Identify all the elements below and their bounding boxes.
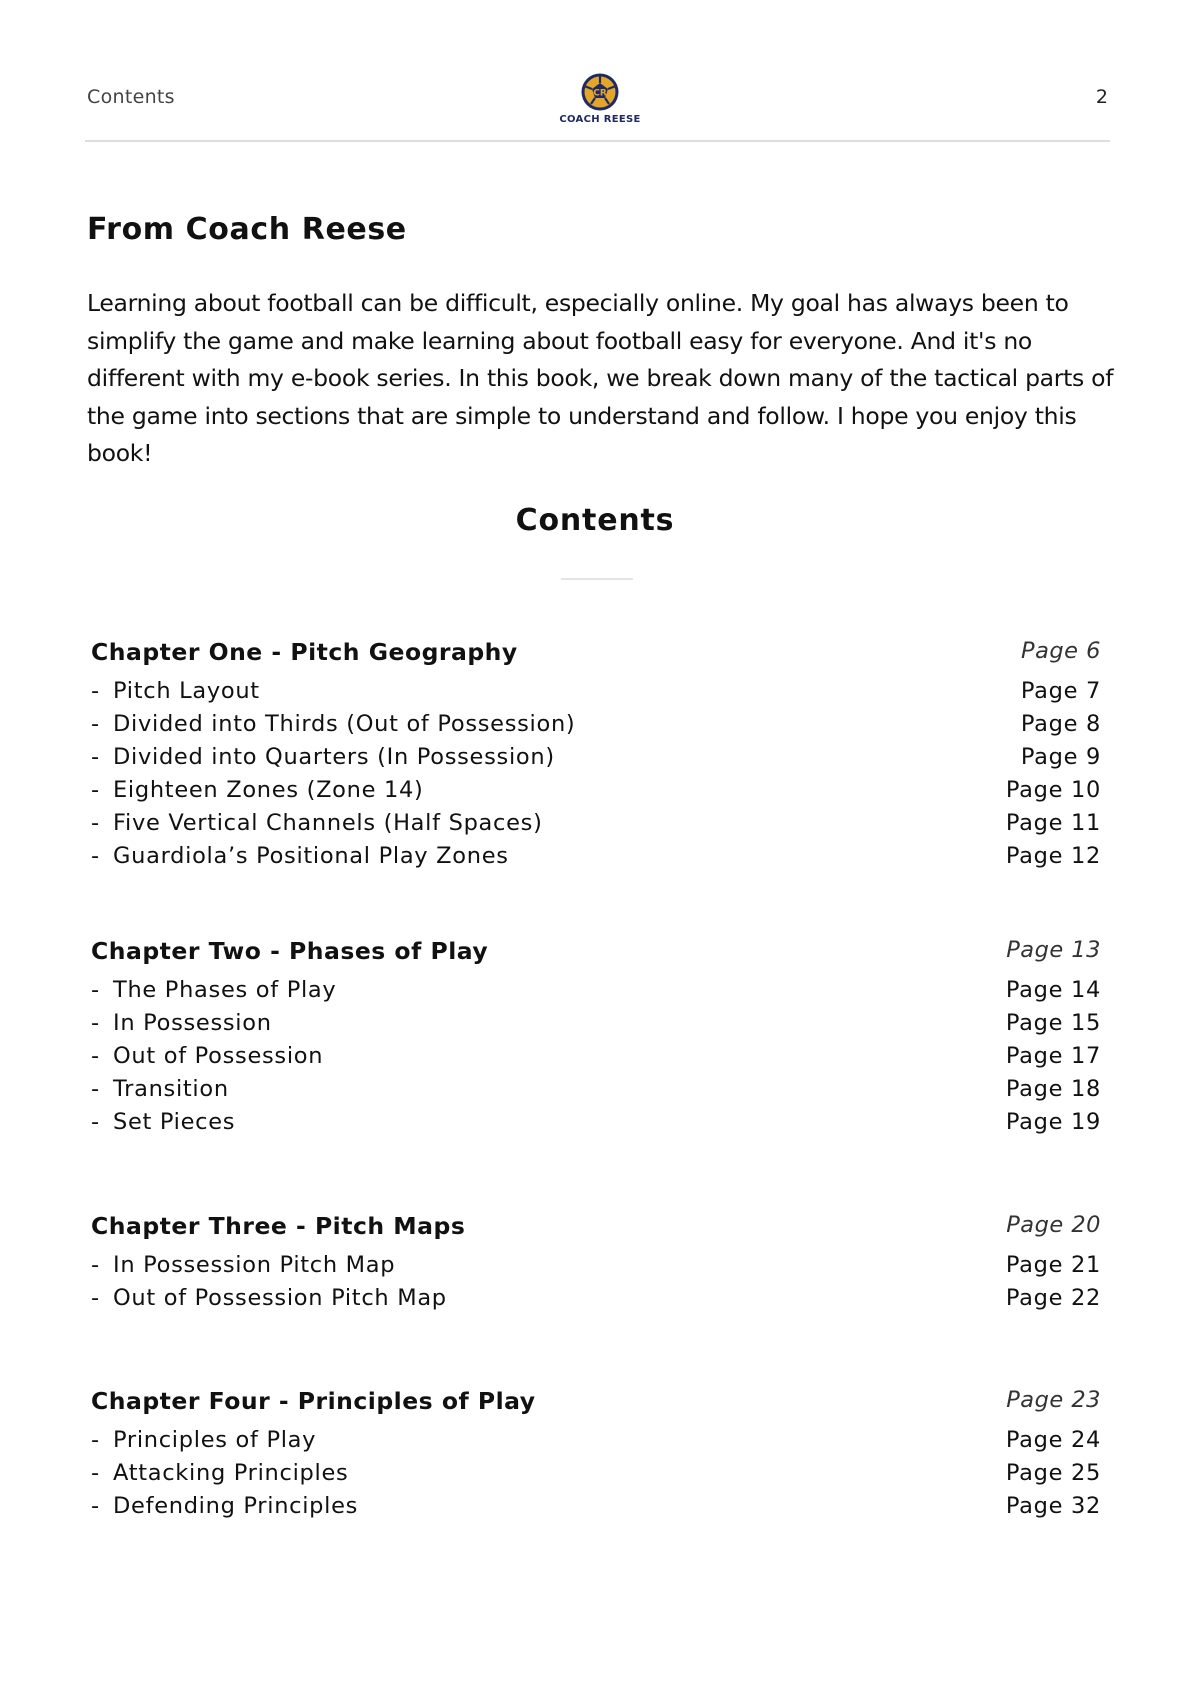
item-dash: - — [91, 1043, 100, 1069]
item-dash: - — [91, 1427, 100, 1453]
item-dash: - — [91, 777, 100, 803]
page-number: 2 — [1095, 86, 1108, 108]
toc-item-label[interactable]: Attacking Principles — [113, 1460, 349, 1486]
chapter-heading-row[interactable] — [91, 937, 1101, 967]
toc-item-label[interactable]: Guardiola’s Positional Play Zones — [113, 843, 509, 869]
football-logo-icon — [555, 72, 645, 116]
intro-paragraph: Learning about football can be difficult, especially online. My goal has always been to simplify the game and make learning about football easy for everyone. And it's no different with my e-book series. In this book, we break down many of the tactical parts of the game into sections that are simple to understand and follow. I hope you enjoy this book! — [87, 289, 1114, 467]
toc-item-page: Page 12 — [1005, 843, 1101, 869]
chapter-page-ref: Page 20 — [1006, 1212, 1101, 1238]
toc-item-page: Page 11 — [1005, 810, 1101, 836]
contents-title: Contents — [515, 503, 675, 538]
toc-item[interactable] — [91, 1043, 1101, 1076]
toc-item[interactable] — [91, 678, 1101, 711]
toc-item-label[interactable]: Transition — [113, 1076, 229, 1102]
toc-item-page: Page 10 — [1005, 777, 1101, 803]
chapter-items-list — [91, 1252, 1101, 1318]
chapter-section — [91, 1212, 1101, 1311]
toc-item-label[interactable]: Divided into Thirds (Out of Possession) — [113, 711, 576, 737]
toc-item[interactable] — [91, 777, 1101, 810]
item-dash: - — [91, 1109, 100, 1135]
toc-item-label[interactable]: Eighteen Zones (Zone 14) — [113, 777, 424, 803]
toc-item[interactable] — [91, 711, 1101, 744]
toc-item-page: Page 32 — [1005, 1493, 1101, 1519]
logo-monogram: CR — [593, 88, 607, 99]
item-dash: - — [91, 1010, 100, 1036]
toc-item-label[interactable]: Principles of Play — [113, 1427, 317, 1453]
toc-item-label[interactable]: Divided into Quarters (In Possession) — [113, 744, 555, 770]
chapter-items-list — [91, 678, 1101, 876]
toc-item-page: Page 22 — [1005, 1285, 1101, 1311]
toc-item[interactable] — [91, 1493, 1101, 1526]
toc-item-label[interactable]: In Possession Pitch Map — [113, 1252, 396, 1278]
toc-item-label[interactable]: Defending Principles — [113, 1493, 359, 1519]
item-dash: - — [91, 977, 100, 1003]
toc-item-page: Page 9 — [1020, 744, 1101, 770]
chapter-section — [91, 638, 1101, 869]
item-dash: - — [91, 711, 100, 737]
chapter-page-ref: Page 6 — [1021, 638, 1101, 664]
toc-item[interactable] — [91, 1285, 1101, 1318]
toc-item[interactable] — [91, 1252, 1101, 1285]
contents-divider — [561, 578, 633, 580]
chapter-heading-row[interactable] — [91, 638, 1101, 668]
item-dash: - — [91, 1285, 100, 1311]
item-dash: - — [91, 843, 100, 869]
chapter-items-list — [91, 1427, 1101, 1526]
item-dash: - — [91, 1460, 100, 1486]
toc-item-page: Page 14 — [1005, 977, 1101, 1003]
toc-item[interactable] — [91, 1010, 1101, 1043]
chapter-section — [91, 1387, 1101, 1519]
chapter-title[interactable]: Chapter Three - Pitch Maps — [91, 1212, 466, 1240]
item-dash: - — [91, 744, 100, 770]
toc-item[interactable] — [91, 1427, 1101, 1460]
toc-item[interactable] — [91, 744, 1101, 777]
toc-item-page: Page 15 — [1005, 1010, 1101, 1036]
chapter-heading-row[interactable] — [91, 1387, 1101, 1417]
chapter-page-ref: Page 23 — [1006, 1387, 1101, 1413]
toc-item[interactable] — [91, 843, 1101, 876]
toc-item-page: Page 8 — [1020, 711, 1101, 737]
toc-item-label[interactable]: Five Vertical Channels (Half Spaces) — [113, 810, 543, 836]
chapter-section — [91, 937, 1101, 1135]
toc-item[interactable] — [91, 1109, 1101, 1142]
toc-item-page: Page 25 — [1005, 1460, 1101, 1486]
item-dash: - — [91, 1493, 100, 1519]
toc-item-page: Page 19 — [1005, 1109, 1101, 1135]
toc-item[interactable] — [91, 1460, 1101, 1493]
chapter-title[interactable]: Chapter Two - Phases of Play — [91, 937, 489, 965]
toc-item[interactable] — [91, 977, 1101, 1010]
coach-reese-logo — [555, 72, 645, 128]
toc-item-label[interactable]: In Possession — [113, 1010, 272, 1036]
item-dash: - — [91, 1252, 100, 1278]
item-dash: - — [91, 1076, 100, 1102]
item-dash: - — [91, 810, 100, 836]
intro-title: From Coach Reese — [87, 212, 407, 247]
toc-item-label[interactable]: Set Pieces — [113, 1109, 236, 1135]
toc-item-page: Page 21 — [1005, 1252, 1101, 1278]
page-header — [85, 0, 1110, 142]
running-header-label: Contents — [87, 86, 175, 108]
logo-brand-name: COACH REESE — [559, 114, 641, 125]
toc-item-label[interactable]: The Phases of Play — [113, 977, 337, 1003]
toc-item-label[interactable]: Out of Possession Pitch Map — [113, 1285, 447, 1311]
chapter-title[interactable]: Chapter Four - Principles of Play — [91, 1387, 536, 1415]
toc-item-page: Page 24 — [1005, 1427, 1101, 1453]
toc-item-page: Page 17 — [1005, 1043, 1101, 1069]
item-dash: - — [91, 678, 100, 704]
toc-item-label[interactable]: Pitch Layout — [113, 678, 260, 704]
toc-item-page: Page 18 — [1005, 1076, 1101, 1102]
chapter-heading-row[interactable] — [91, 1212, 1101, 1242]
toc-item[interactable] — [91, 810, 1101, 843]
toc-item-label[interactable]: Out of Possession — [113, 1043, 324, 1069]
toc-item[interactable] — [91, 1076, 1101, 1109]
chapter-title[interactable]: Chapter One - Pitch Geography — [91, 638, 518, 666]
toc-item-page: Page 7 — [1020, 678, 1101, 704]
chapter-items-list — [91, 977, 1101, 1142]
chapter-page-ref: Page 13 — [1006, 937, 1101, 963]
